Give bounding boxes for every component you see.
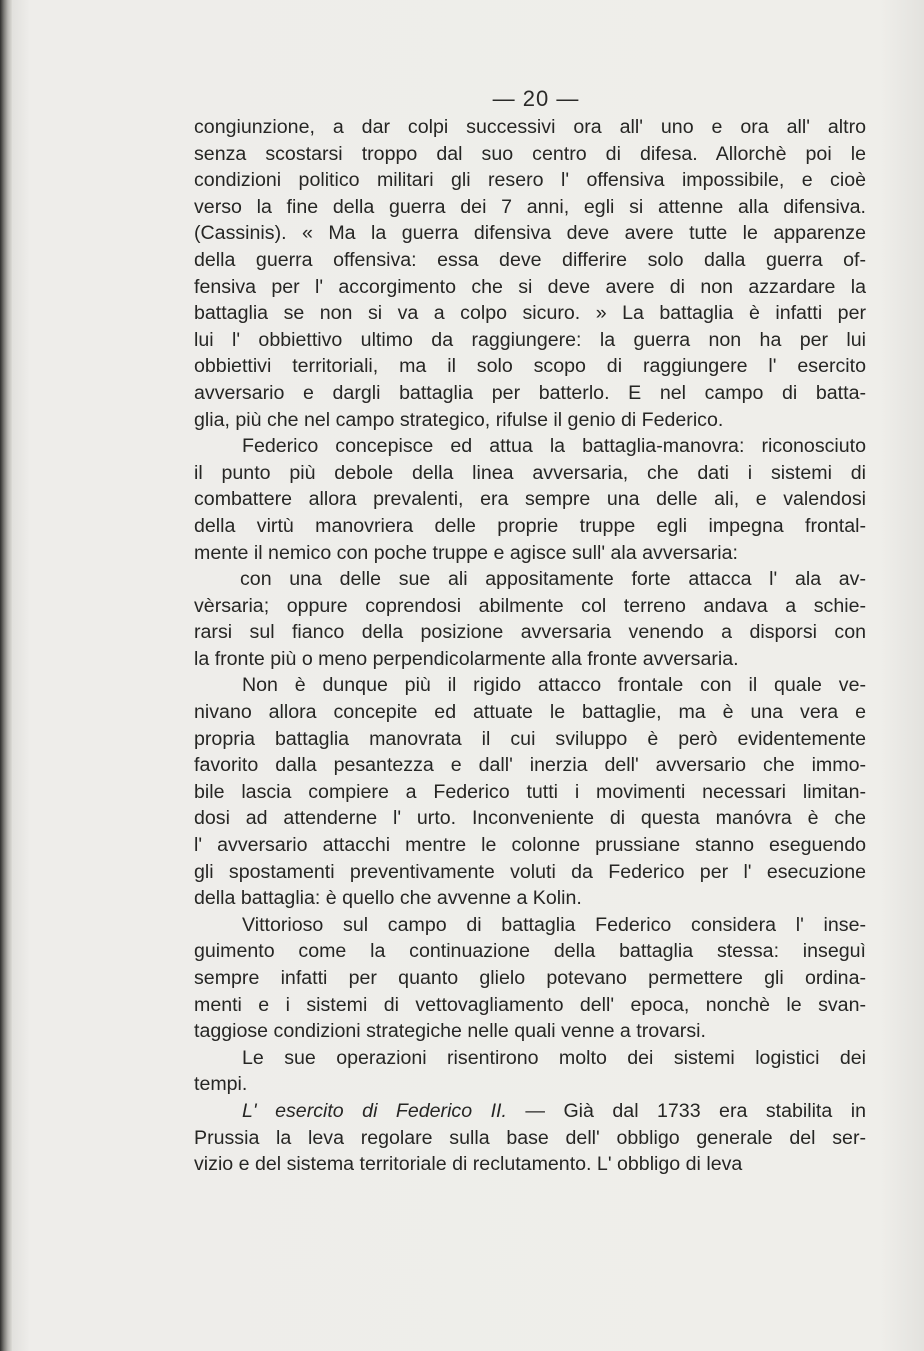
text-line: menti e i sistemi di vettovagliamento dell' epoca, nonchè le svan- <box>194 993 866 1016</box>
text-line: guimento come la continuazione della battaglia stessa: inseguì <box>194 940 866 963</box>
text-line: della battaglia: è quello che avvenne a Kolin. <box>194 887 582 910</box>
text-line: avversario e dargli battaglia per batterlo. E nel campo di batta- <box>194 381 866 404</box>
text-line: Vittorioso sul campo di battaglia Federico considera l' inse- <box>242 913 866 936</box>
text-line: mente il nemico con poche truppe e agisce sull' ala avversaria: <box>194 541 738 564</box>
text-line: Federico concepisce ed attua la battaglia-manovra: riconosciuto <box>242 435 866 458</box>
text-line: rarsi sul fianco della posizione avversaria venendo a disporsi con <box>194 621 866 644</box>
text-line: senza scostarsi troppo dal suo centro di difesa. Allorchè poi le <box>194 142 866 165</box>
text-line: vizio e del sistema territoriale di reclutamento. L' obbligo di leva <box>194 1153 743 1176</box>
text-line: Prussia la leva regolare sulla base dell' obbligo generale del ser- <box>194 1126 866 1149</box>
text-line: obbiettivi territoriali, ma il solo scopo di raggiungere l' esercito <box>194 355 866 378</box>
text-line: combattere allora prevalenti, era sempre una delle ali, e valendosi <box>194 488 866 511</box>
text-line: battaglia se non si va a colpo sicuro. » La battaglia è infatti per <box>194 302 866 325</box>
text-line: Non è dunque più il rigido attacco frontale con il quale ve- <box>242 674 866 697</box>
text-line: della guerra offensiva: essa deve differire solo dalla guerra of- <box>194 248 866 271</box>
text-line: tempi. <box>194 1073 248 1096</box>
section-heading: L' esercito di Federico II. <box>242 1099 507 1122</box>
body-text <box>194 114 866 1178</box>
text-line-tail: — Già dal 1733 era stabilita in <box>506 1099 866 1122</box>
text-line: (Cassinis). « Ma la guerra difensiva deve avere tutte le apparenze <box>194 222 866 245</box>
text-line: l' avversario attacchi mentre le colonne prussiane stanno eseguendo <box>194 834 866 857</box>
text-line: il punto più debole della linea avversaria, che dati i sistemi di <box>194 461 866 484</box>
text-line: fensiva per l' accorgimento che si deve avere di non azzardare la <box>194 275 866 298</box>
text-line: con una delle sue ali appositamente forte attacca l' ala av- <box>240 568 866 591</box>
page-binding-edge <box>0 0 12 1351</box>
text-line: la fronte più o meno perpendicolarmente alla fronte avversaria. <box>194 647 739 670</box>
text-line: gli spostamenti preventivamente voluti da Federico per l' esecuzione <box>194 860 866 883</box>
text-line: glia, più che nel campo strategico, rifulse il genio di Federico. <box>194 408 724 431</box>
text-line: lui l' obbiettivo ultimo da raggiungere: la guerra non ha per lui <box>194 328 866 351</box>
page-number: — 20 — <box>492 86 580 111</box>
text-line: sempre infatti per quanto glielo potevano permettere gli ordina- <box>194 967 866 989</box>
text-line: bile lascia compiere a Federico tutti i movimenti necessari limitan- <box>194 780 866 803</box>
section-heading-line <box>194 1098 866 1125</box>
text-line: verso la fine della guerra dei 7 anni, egli si attenne alla difensiva. <box>194 195 866 218</box>
text-line: condizioni politico militari gli resero l' offensiva impossibile, e cioè <box>194 169 866 192</box>
text-line: vèrsaria; oppure coprendosi abilmente col terreno andava a schie- <box>194 594 866 617</box>
text-line: taggiose condizioni strategiche nelle quali venne a trovarsi. <box>194 1020 706 1043</box>
text-line: congiunzione, a dar colpi successivi ora all' uno e ora all' altro <box>194 116 866 138</box>
text-line: Le sue operazioni risentirono molto dei sistemi logistici dei <box>242 1046 866 1069</box>
text-line: propria battaglia manovrata il cui sviluppo è però evidentemente <box>194 727 866 750</box>
text-line: nivano allora concepite ed attuate le battaglie, ma è una vera e <box>194 701 866 724</box>
text-line: favorito dalla pesantezza e dall' inerzia dell' avversario che immo- <box>194 754 866 777</box>
text-line: della virtù manovriera delle proprie truppe egli impegna frontal- <box>194 514 866 537</box>
text-line: dosi ad attenderne l' urto. Inconveniente di questa manóvra è che <box>194 807 866 830</box>
